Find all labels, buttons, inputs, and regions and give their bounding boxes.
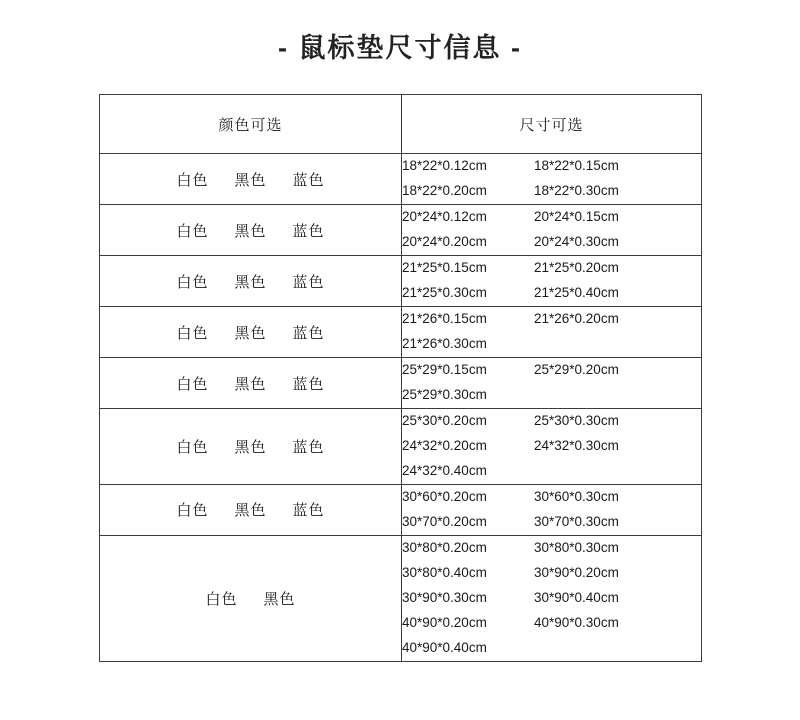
size-option-line [402,358,701,383]
color-options-cell [100,484,402,535]
color-option: 黑色 [234,222,267,240]
color-options-cell [100,256,402,307]
size-option: 20*24*0.30cm [534,234,619,250]
size-option-line [402,409,701,434]
color-options-cell [100,535,402,661]
size-option: 30*90*0.30cm [402,589,487,605]
size-option: 25*30*0.30cm [534,413,619,429]
color-options-cell [100,307,402,358]
size-option: 25*29*0.20cm [534,362,619,378]
size-option: 25*30*0.20cm [402,413,487,429]
size-option: 30*90*0.20cm [534,564,619,580]
color-option: 黑色 [234,324,267,342]
color-option: 蓝色 [292,375,325,393]
size-option: 24*32*0.40cm [402,463,487,479]
color-option: 黑色 [263,590,296,608]
size-options-cell [402,358,702,409]
size-option: 30*60*0.20cm [402,488,487,504]
color-option: 白色 [176,439,209,457]
size-options-cell [402,154,702,205]
size-option: 24*32*0.20cm [402,438,487,454]
size-option: 40*90*0.20cm [402,614,487,630]
color-option: 黑色 [234,375,267,393]
table-row [100,484,702,535]
table-header-row [100,95,702,154]
size-option-line [402,332,701,357]
size-option: 21*26*0.30cm [402,336,487,352]
color-options-cell [100,409,402,485]
size-option: 21*25*0.15cm [402,260,487,276]
table-row [100,535,702,661]
color-options-cell [100,358,402,409]
size-option-line [402,561,701,586]
table-row [100,409,702,485]
color-options-list [163,220,337,241]
color-option: 蓝色 [292,502,325,520]
size-option: 18*22*0.12cm [402,158,487,174]
size-option-line [402,383,701,408]
size-option: 21*25*0.20cm [534,260,619,276]
size-option-line [402,459,701,484]
size-option: 40*90*0.30cm [534,614,619,630]
color-option: 蓝色 [292,222,325,240]
size-option-line [402,586,701,611]
color-option: 黑色 [234,439,267,457]
size-option-line [402,230,701,255]
color-options-list [192,588,308,609]
size-option-line [402,205,701,230]
color-options-list [163,169,337,190]
color-option: 蓝色 [292,273,325,291]
size-option: 25*29*0.30cm [402,387,487,403]
size-options-cell [402,256,702,307]
color-option: 黑色 [234,502,267,520]
table-body [100,154,702,661]
size-option: 30*70*0.20cm [402,513,487,529]
size-option: 20*24*0.20cm [402,234,487,250]
column-header-size: 尺寸可选 [402,95,702,154]
color-option: 白色 [176,171,209,189]
color-option: 蓝色 [292,171,325,189]
color-options-list [163,373,337,394]
size-option: 18*22*0.15cm [534,158,619,174]
size-option: 20*24*0.15cm [534,209,619,225]
color-option: 蓝色 [292,439,325,457]
size-option-line [402,179,701,204]
size-option: 30*60*0.30cm [534,488,619,504]
size-options-cell [402,205,702,256]
size-option-line [402,256,701,281]
table-row [100,307,702,358]
size-option: 18*22*0.30cm [534,183,619,199]
size-option: 30*80*0.30cm [534,539,619,555]
table-row [100,205,702,256]
color-option: 白色 [176,222,209,240]
color-options-cell [100,154,402,205]
size-option-line [402,154,701,179]
size-option: 18*22*0.20cm [402,183,487,199]
column-header-color: 颜色可选 [100,95,402,154]
size-option: 30*70*0.30cm [534,513,619,529]
table-row [100,358,702,409]
table-header [100,95,702,154]
color-option: 白色 [176,273,209,291]
size-option: 21*26*0.15cm [402,311,487,327]
color-option: 白色 [205,590,238,608]
size-option: 30*90*0.40cm [534,589,619,605]
size-option: 21*26*0.20cm [534,311,619,327]
color-option: 白色 [176,502,209,520]
size-option-line [402,510,701,535]
size-option-line [402,636,701,661]
size-option-line [402,307,701,332]
size-option-line [402,485,701,510]
color-options-cell [100,205,402,256]
size-options-cell [402,535,702,661]
size-option: 40*90*0.40cm [402,639,487,655]
size-options-cell [402,484,702,535]
size-option-line [402,611,701,636]
size-option: 30*80*0.40cm [402,564,487,580]
size-option-line [402,434,701,459]
color-option: 黑色 [234,273,267,291]
color-options-list [163,271,337,292]
table-row [100,256,702,307]
table-row [100,154,702,205]
size-option: 21*25*0.30cm [402,285,487,301]
color-option: 黑色 [234,171,267,189]
color-option: 白色 [176,324,209,342]
size-options-cell [402,307,702,358]
size-option: 20*24*0.12cm [402,209,487,225]
color-option: 白色 [176,375,209,393]
size-options-cell [402,409,702,485]
size-option: 25*29*0.15cm [402,362,487,378]
size-option-line [402,281,701,306]
color-option: 蓝色 [292,324,325,342]
size-option: 21*25*0.40cm [534,285,619,301]
size-option-line [402,536,701,561]
color-options-list [163,322,337,343]
size-option: 30*80*0.20cm [402,539,487,555]
size-table [99,94,702,661]
page-title: - 鼠标垫尺寸信息 - [278,33,522,63]
size-table-wrapper [99,94,701,661]
size-option: 24*32*0.30cm [534,438,619,454]
color-options-list [163,499,337,520]
color-options-list [163,436,337,457]
